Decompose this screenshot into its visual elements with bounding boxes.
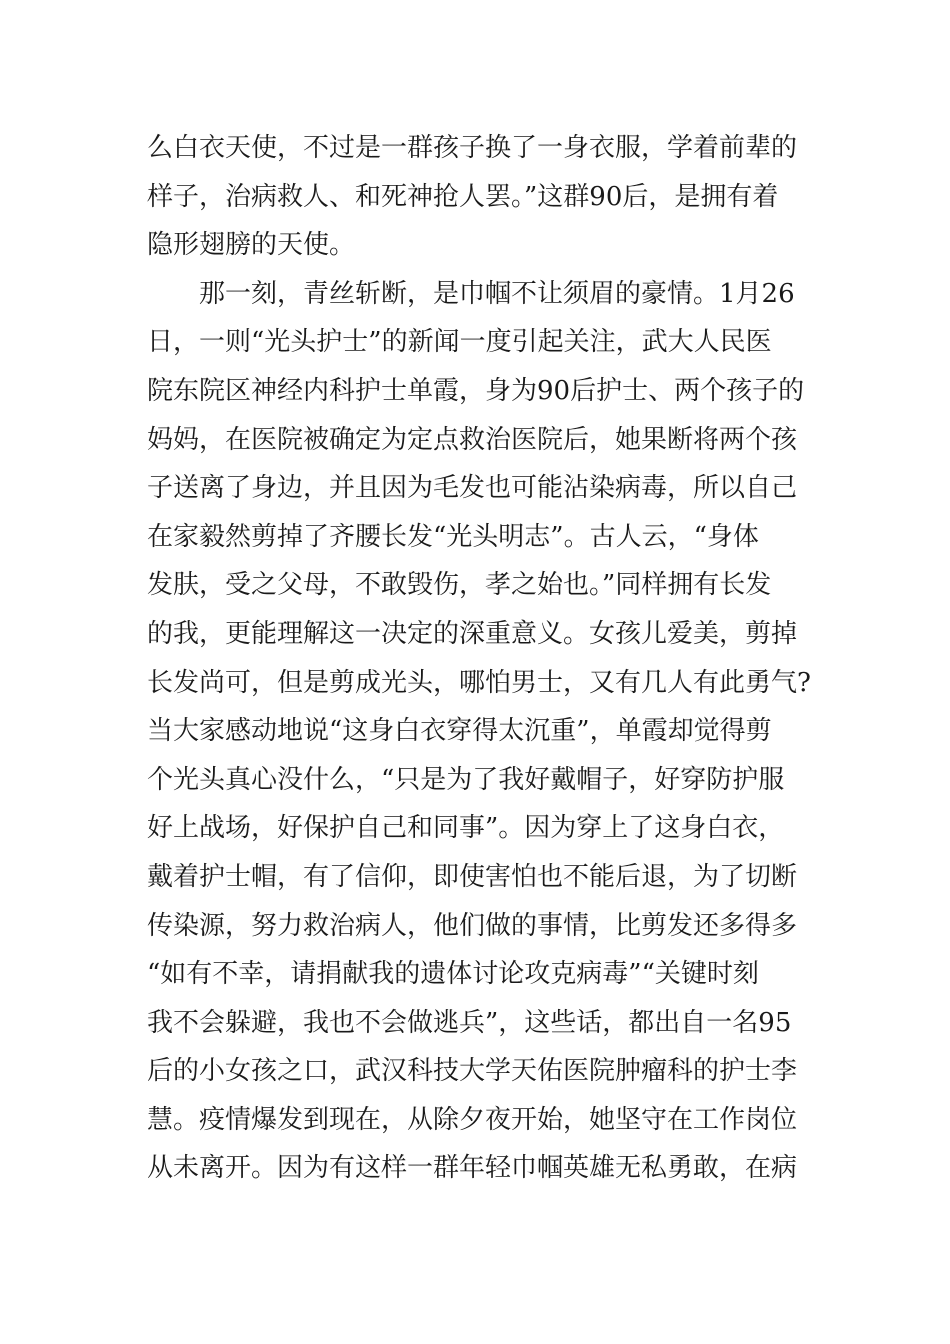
text-line: 当大家感动地说“这身白衣穿得太沉重”，单霞却觉得剪 <box>147 716 772 747</box>
text-line: 从未离开。因为有这样一群年轻巾帼英雄无私勇敢，在病 <box>147 1153 798 1184</box>
text-line: “如有不幸，请捐献我的遗体讨论攻克病毒”“关键时刻 <box>147 959 759 990</box>
text-line: 隐形翅膀的天使。 <box>147 230 356 261</box>
text-line: 好上战场，好保护自己和同事”。因为穿上了这身白衣， <box>147 813 785 844</box>
text-line: 的我，更能理解这一决定的深重意义。女孩儿爱美，剪掉 <box>147 618 798 649</box>
text-line: 戴着护士帽，有了信仰，即使害怕也不能后退，为了切断 <box>147 861 798 892</box>
text-line: 子送离了身边，并且因为毛发也可能沾染病毒，所以自己 <box>147 473 798 504</box>
text-line: 长发尚可，但是剪成光头，哪怕男士，又有几人有此勇气? <box>147 667 811 698</box>
text-line: 日，一则“光头护士”的新闻一度引起关注，武大人民医 <box>147 327 772 358</box>
body-text <box>147 124 809 1193</box>
text-line: 发肤，受之父母，不敢毁伤，孝之始也。”同样拥有长发 <box>147 570 772 601</box>
text-line: 慧。疫情爆发到现在，从除夕夜开始，她坚守在工作岗位 <box>147 1104 798 1135</box>
text-line: 个光头真心没什么，“只是为了我好戴帽子，好穿防护服 <box>147 764 785 795</box>
text-line: 院东院区神经内科护士单霞，身为90后护士、两个孩子的 <box>147 375 805 406</box>
paragraph-start-line: 那一刻，青丝斩断，是巾帼不让须眉的豪情。1月26 <box>199 278 795 309</box>
text-line: 么白衣天使，不过是一群孩子换了一身衣服，学着前辈的 <box>147 133 798 163</box>
text-line: 传染源，努力救治病人，他们做的事情，比剪发还多得多 <box>147 910 798 941</box>
text-line: 样子，治病救人、和死神抢人罢。”这群90后，是拥有着 <box>147 181 779 212</box>
text-line: 妈妈，在医院被确定为定点救治医院后，她果断将两个孩 <box>147 424 798 455</box>
text-line: 在家毅然剪掉了齐腰长发“光头明志”。古人云，“身体 <box>147 521 759 552</box>
text-line: 后的小女孩之口，武汉科技大学天佑医院肿瘤科的护士李 <box>147 1056 798 1087</box>
text-line: 我不会躲避，我也不会做逃兵”，这些话，都出自一名95 <box>147 1007 792 1038</box>
